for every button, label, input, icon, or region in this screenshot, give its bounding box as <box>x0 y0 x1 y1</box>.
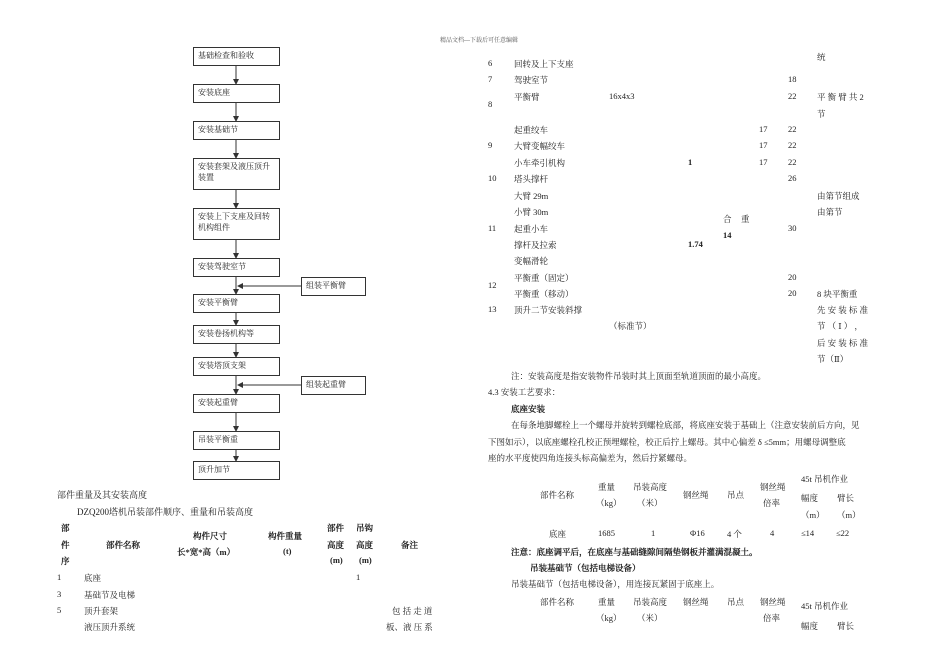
base-install-title: 底座安装 <box>511 404 546 414</box>
flow-step-4: 安装套架及液压顶升装置 <box>193 158 280 190</box>
section-title: 部件重量及其安装高度 <box>57 490 148 500</box>
flow-step-2: 安装底座 <box>193 84 280 103</box>
flow-side-2: 组装起重臂 <box>301 376 366 395</box>
base-para-1: 在每条地脚螺栓上一个螺母并旋转到螺栓底部，将底座安装于基础上（注意安装前后方向，见 <box>511 420 860 430</box>
flow-step-5: 安装上下支座及回转机构组件 <box>193 208 280 240</box>
flow-step-10: 安装起重臂 <box>193 394 280 413</box>
table-title: DZQ200塔机吊装部件顺序、重量和吊装高度 <box>77 507 253 517</box>
section-4-3: 4.3 安装工艺要求： <box>488 387 561 397</box>
flow-step-12: 顶升加节 <box>193 461 280 480</box>
page-header: 精品文档---下载后可任意编辑 <box>440 38 518 44</box>
flow-step-9: 安装塔顶支架 <box>193 357 280 376</box>
height-note: 注：安装高度是指安装物件吊装时其上顶面至轨道顶面的最小高度。 <box>511 371 767 381</box>
flow-step-8: 安装卷扬机构等 <box>193 325 280 344</box>
base-levelling-note: 注意：底座调平后，在底座与基础缝隙间隔垫钢板并灌满混凝土。 <box>511 547 758 557</box>
base-para-3: 座的水平度使四角连接头标高偏差为，然后拧紧螺母。 <box>488 453 693 463</box>
flow-side-1: 组装平衡臂 <box>301 277 366 296</box>
flow-step-1: 基础检查和验收 <box>193 47 280 66</box>
flow-step-3: 安装基础节 <box>193 121 280 140</box>
flow-step-6: 安装驾驶室节 <box>193 258 280 277</box>
flow-step-7: 安装平衡臂 <box>193 294 280 313</box>
foundation-para: 吊装基础节（包括电梯设备），用连接瓦紧固于底座上。 <box>511 579 720 589</box>
base-para-2: 下图如示），以底座螺栓孔校正预埋螺栓，校正后拧上螺母。其中心偏差 δ ≤5mm；用螺母调整底 <box>488 437 846 447</box>
foundation-section-title: 吊装基础节（包括电梯设备） <box>530 563 641 573</box>
flow-step-11: 吊装平衡重 <box>193 431 280 450</box>
